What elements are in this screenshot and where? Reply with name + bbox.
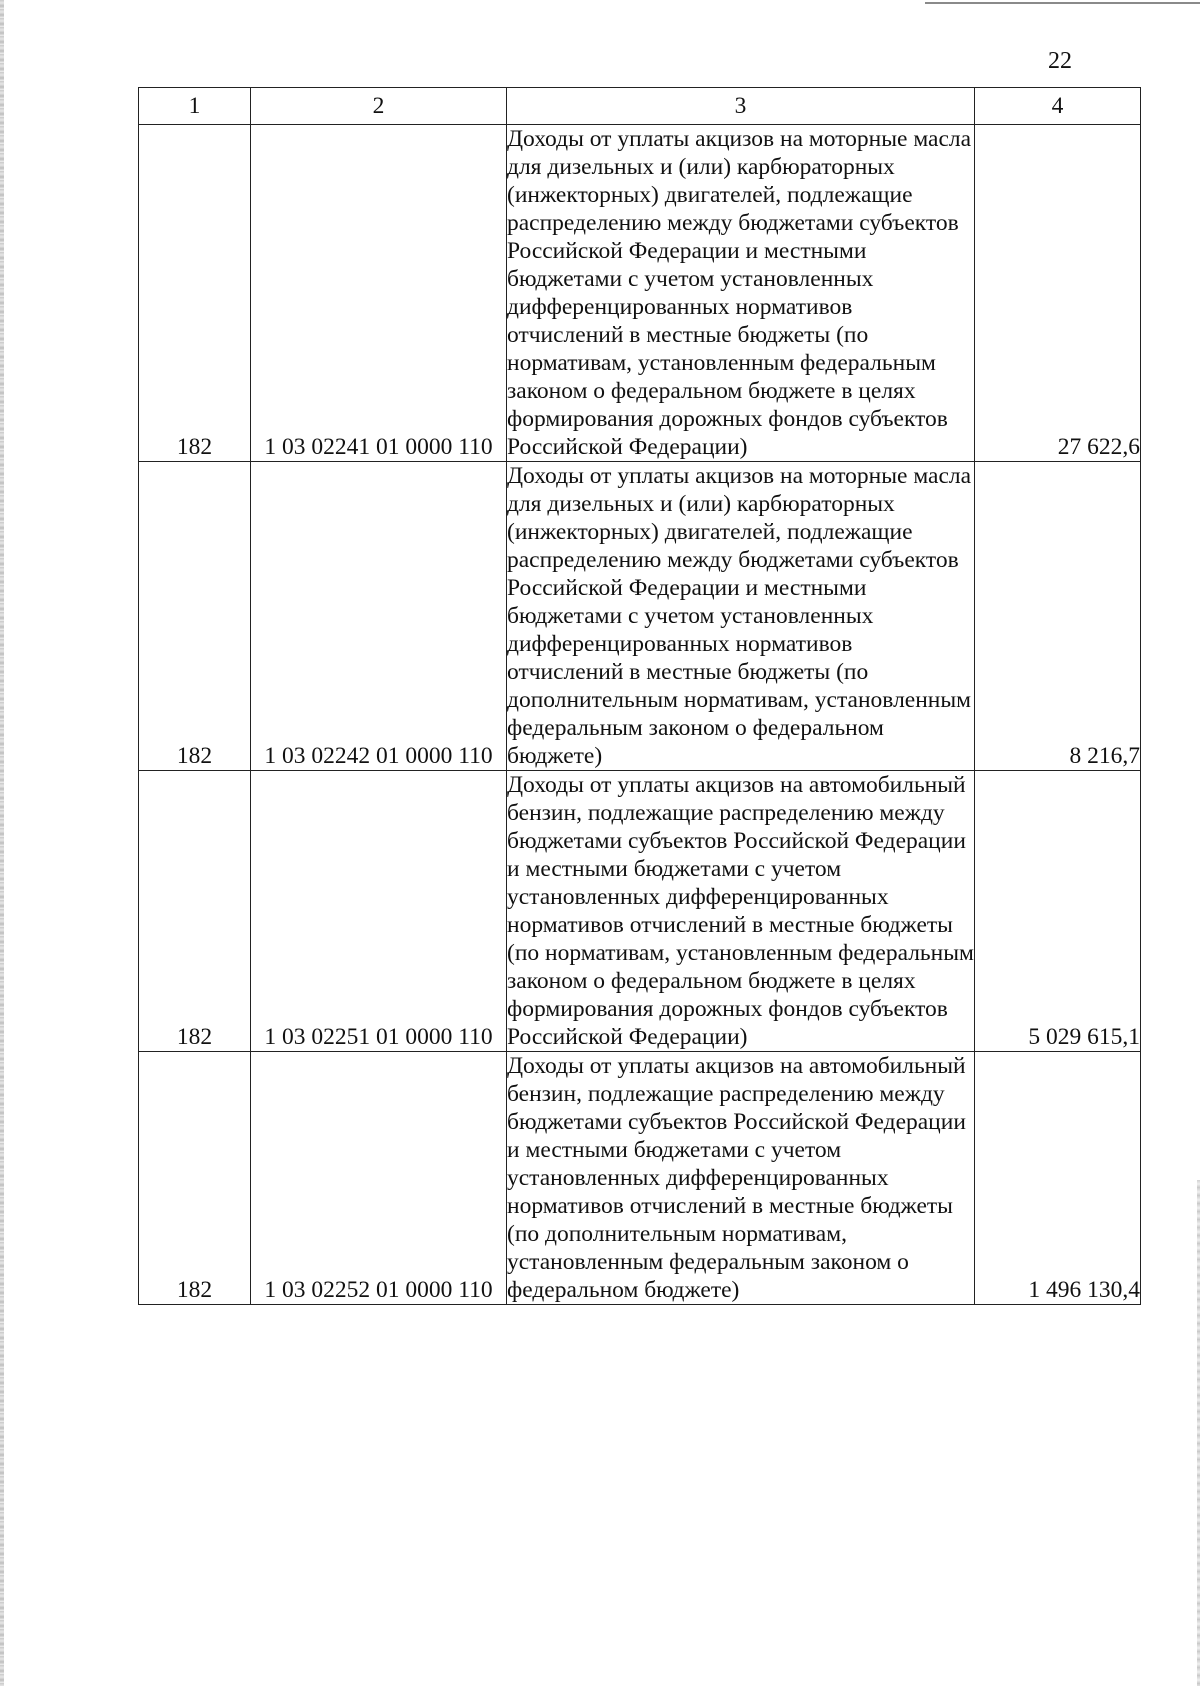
budget-code-cell: 1 03 02242 01 0000 110: [251, 462, 507, 771]
description-cell: Доходы от уплаты акцизов на автомобильный бензин, подлежащие распределению между бюджетами субъектов Российской Федерации и местными бюджетами с учетом установленных дифференцированных нормативов отчислений в местные бюджеты (по нормативам, установленным федеральным законом о федеральном бюджете в целях формирования дорожных фондов субъектов Российской Федерации): [507, 772, 974, 1050]
column-header-4: 4: [975, 88, 1141, 125]
table-row: [139, 462, 1141, 771]
admin-code-cell: 182: [139, 125, 251, 462]
budget-code-cell: 1 03 02252 01 0000 110: [251, 1052, 507, 1305]
table-header-row: [139, 88, 1141, 125]
column-header-2: 2: [251, 88, 507, 125]
admin-code-cell: 182: [139, 1052, 251, 1305]
page-number: 22: [1048, 48, 1072, 74]
description-cell: Доходы от уплаты акцизов на моторные масла для дизельных и (или) карбюраторных (инжекторных) двигателей, подлежащие распределению между бюджетами субъектов Российской Федерации и местными бюджетами с учетом установленных дифференцированных нормативов отчислений в местные бюджеты (по нормативам, установленным федеральным законом о федеральном бюджете в целях формирования дорожных фондов субъектов Российской Федерации): [507, 125, 975, 462]
amount-cell: 27 622,6: [975, 125, 1141, 462]
amount-cell: 5 029 615,1: [975, 771, 1141, 1052]
table-row: [139, 771, 1141, 1052]
scan-line-top: [925, 2, 1200, 4]
column-header-1: 1: [139, 88, 251, 125]
budget-code-cell: 1 03 02251 01 0000 110: [251, 771, 507, 1052]
budget-code-cell: 1 03 02241 01 0000 110: [251, 125, 507, 462]
revenue-table: [138, 87, 1141, 1305]
description-cell: Доходы от уплаты акцизов на моторные масла для дизельных и (или) карбюраторных (инжекторных) двигателей, подлежащие распределению между бюджетами субъектов Российской Федерации и местными бюджетами с учетом установленных дифференцированных нормативов отчислений в местные бюджеты (по дополнительным нормативам, установленным федеральным законом о федеральном бюджете): [507, 462, 975, 771]
column-header-3: 3: [507, 88, 975, 125]
scan-edge-left: [0, 0, 4, 1686]
description-cell: Доходы от уплаты акцизов на автомобильный бензин, подлежащие распределению между бюджетами субъектов Российской Федерации и местными бюджетами с учетом установленных дифференцированных нормативов отчислений в местные бюджеты (по дополнительным нормативам, установленным федеральным законом о федеральном бюджете): [507, 1052, 975, 1305]
table-row: [139, 125, 1141, 462]
amount-cell: 1 496 130,4: [975, 1052, 1141, 1305]
admin-code-cell: 182: [139, 771, 251, 1052]
amount-cell: 8 216,7: [975, 462, 1141, 771]
table-row: [139, 1052, 1141, 1305]
admin-code-cell: 182: [139, 462, 251, 771]
